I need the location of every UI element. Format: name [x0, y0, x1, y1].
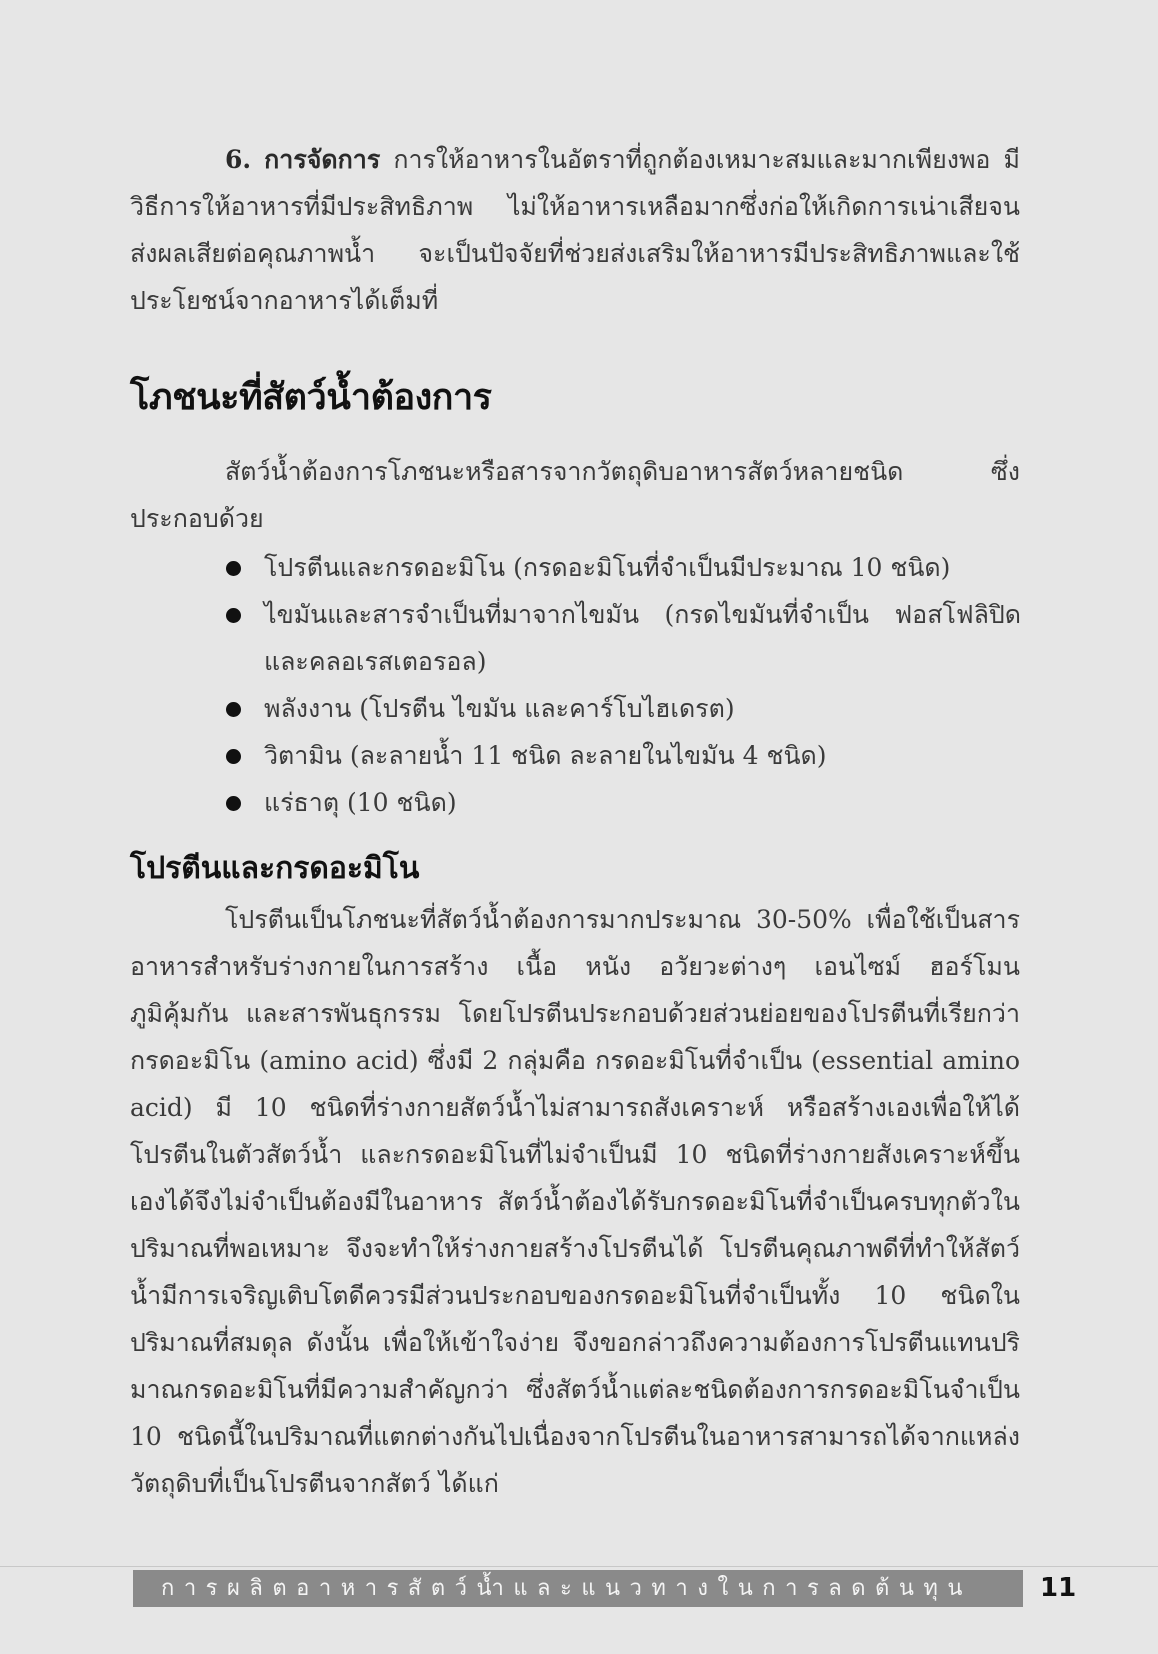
- page-number: 11: [1040, 1573, 1077, 1603]
- protein-paragraph: โปรตีนเป็นโภชนะที่สัตว์น้ำต้องการมากประมาณ 30-50% เพื่อใช้เป็นสารอาหารสำหรับร่างกายในการสร้าง เนื้อ หนัง อวัยวะต่างๆ เอนไซม์ ฮอร์โมน ภูมิคุ้มกัน และสารพันธุกรรม โดยโปรตีนประกอบด้วยส่วนย่อยของโปรตีนที่เรียกว่า กรดอะมิโน (amino acid) ซึ่งมี 2 กลุ่มคือ กรดอะมิโนที่จำเป็น (essential amino acid) มี 10 ชนิดที่ร่างกายสัตว์น้ำไม่สามารถสังเคราะห์ หรือสร้างเองเพื่อให้ได้โปรตีนในตัวสัตว์น้ำ และกรดอะมิโนที่ไม่จำเป็นมี 10 ชนิดที่ร่างกายสังเคราะห์ขึ้นเองได้จึงไม่จำเป็นต้องมีในอาหาร สัตว์น้ำต้องได้รับกรดอะมิโนที่จำเป็นครบทุกตัวในปริมาณที่พอเหมาะ จึงจะทำให้ร่างกายสร้างโปรตีนได้ โปรตีนคุณภาพดีที่ทำให้สัตว์น้ำมีการเจริญเติบโตดีควรมีส่วนประกอบของกรดอะมิโนที่จำเป็นทั้ง 10 ชนิดในปริมาณที่สมดุล ดังนั้น เพื่อให้เข้าใจง่าย จึงขอกล่าวถึงความต้องการโปรตีนแทนปริมาณกรดอะมิโนที่มีความสำคัญกว่า ซึ่งสัตว์น้ำแต่ละชนิดต้องการกรดอะมิโนจำเป็น 10 ชนิดนี้ในปริมาณที่แตกต่างกันไปเนื่องจากโปรตีนในอาหารสามารถได้จากแหล่งวัตถุดิบที่เป็นโปรตีนจากสัตว์ ได้แก่: [130, 905, 1020, 1498]
- bullet-icon: [226, 702, 241, 717]
- bullet-icon: [226, 608, 241, 623]
- list-item: วิตามิน (ละลายน้ำ 11 ชนิด ละลายในไขมัน 4 ชนิด): [226, 732, 1021, 779]
- section-6-body: การให้อาหารในอัตราที่ถูกต้องเหมาะสมและมากเพียงพอ มีวิธีการให้อาหารที่มีประสิทธิภาพ ไม่ให้อาหารเหลือมากซึ่งก่อให้เกิดการเน่าเสียจนส่งผลเสียต่อคุณภาพน้ำ จะเป็นปัจจัยที่ช่วยส่งเสริมให้อาหารมีประสิทธิภาพและใช้ประโยชน์จากอาหารได้เต็มที่: [130, 145, 1020, 315]
- list-item: พลังงาน (โปรตีน ไขมัน และคาร์โบไฮเดรต): [226, 685, 1021, 732]
- nutrition-intro: สัตว์น้ำต้องการโภชนะหรือสารจากวัตถุดิบอาหารสัตว์หลายชนิด ซึ่งประกอบด้วย: [130, 457, 1020, 533]
- footer-divider: [0, 1566, 1158, 1567]
- protein-heading: โปรตีนและกรดอะมิโน: [130, 851, 420, 886]
- nutrition-heading: โภชนะที่สัตว์น้ำต้องการ: [130, 377, 492, 418]
- section-6-number: 6.: [225, 145, 252, 174]
- bullet-icon: [226, 561, 241, 576]
- list-item: แร่ธาตุ (10 ชนิด): [226, 779, 1021, 826]
- running-footer-title: การผลิตอาหารสัตว์น้ำและแนวทางในการลดต้นทุน: [133, 1570, 1023, 1607]
- bullet-icon: [226, 749, 241, 764]
- list-item: ไขมันและสารจำเป็นที่มาจากไขมัน (กรดไขมันที่จำเป็น ฟอสโฟลิปิดและคลอเรสเตอรอล): [226, 591, 1021, 685]
- section-6-title: การจัดการ: [264, 145, 381, 174]
- bullet-icon: [226, 796, 241, 811]
- nutrient-list: [226, 544, 1021, 826]
- list-item: โปรตีนและกรดอะมิโน (กรดอะมิโนที่จำเป็นมีประมาณ 10 ชนิด): [226, 544, 1021, 591]
- section-6-paragraph: [130, 136, 1020, 324]
